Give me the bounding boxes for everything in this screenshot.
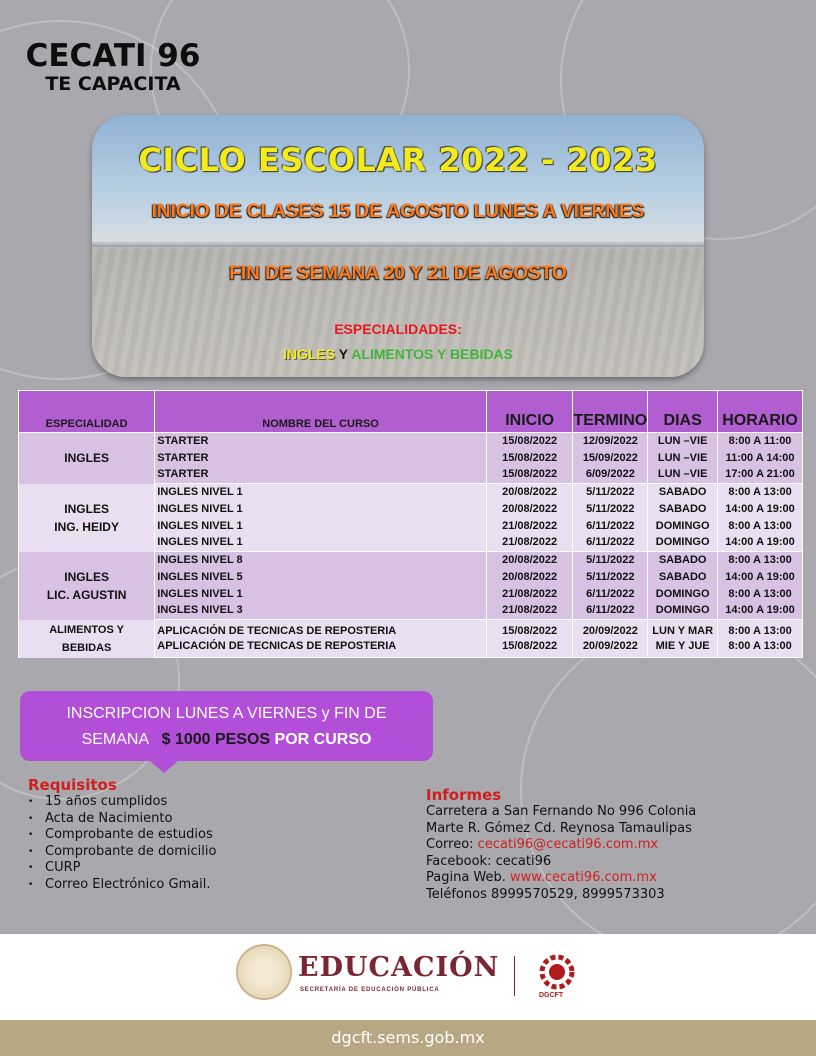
header-especialidad: ESPECIALIDAD bbox=[19, 391, 155, 433]
specialty-ingles: INGLES bbox=[282, 346, 336, 362]
inscription-line1: INSCRIPCION LUNES A VIERNES y FIN DE bbox=[66, 705, 387, 722]
inscription-callout bbox=[20, 691, 433, 761]
email-label: Correo: bbox=[426, 837, 478, 852]
cell-termino: 6/09/2022 bbox=[573, 467, 648, 484]
cell-dias: DOMINGO bbox=[648, 518, 718, 535]
cell-inicio: 20/08/2022 bbox=[486, 552, 573, 569]
header-horario: HORARIO bbox=[718, 391, 803, 433]
footer-url-bar bbox=[0, 1020, 816, 1056]
inscription-line2 bbox=[20, 727, 433, 753]
brand-tagline: TE CAPACITA bbox=[45, 73, 181, 95]
cell-curso: APLICACIÓN DE TECNICAS DE REPOSTERIA bbox=[155, 639, 487, 658]
cell-termino: 15/09/2022 bbox=[573, 450, 648, 467]
cell-inicio: 20/08/2022 bbox=[486, 501, 573, 518]
inscription-price-suffix: POR CURSO bbox=[274, 731, 372, 748]
cell-curso: STARTER bbox=[155, 433, 487, 450]
contact-section bbox=[426, 786, 696, 903]
cell-horario: 17:00 A 21:00 bbox=[718, 467, 803, 484]
list-item: • CURP bbox=[28, 860, 216, 877]
cell-dias: SABADO bbox=[648, 484, 718, 501]
hero-weekday-start: INICIO DE CLASES 15 DE AGOSTO LUNES A VIERNES bbox=[151, 201, 645, 222]
cell-horario: 14:00 A 19:00 bbox=[718, 535, 803, 552]
courses-table bbox=[18, 390, 803, 658]
cell-horario: 8:00 A 11:00 bbox=[718, 433, 803, 450]
hero-title: CICLO ESCOLAR 2022 - 2023 bbox=[138, 141, 658, 179]
cell-curso: INGLES NIVEL 1 bbox=[155, 535, 487, 552]
table-row bbox=[19, 484, 803, 501]
group-specialty bbox=[19, 620, 155, 658]
dgcft-gear-icon bbox=[534, 948, 580, 998]
list-item: • Acta de Nacimiento bbox=[28, 811, 216, 828]
cell-curso: INGLES NIVEL 1 bbox=[155, 586, 487, 603]
phones-line: Teléfonos 8999570529, 8999573303 bbox=[426, 886, 665, 902]
dgcft-label: DGCFT bbox=[539, 992, 564, 999]
sep-logo-text: EDUCACIÓN bbox=[298, 952, 500, 983]
cell-horario: 14:00 A 19:00 bbox=[718, 569, 803, 586]
cell-inicio: 15/08/2022 bbox=[486, 433, 573, 450]
cell-termino: 5/11/2022 bbox=[573, 552, 648, 569]
cell-curso: STARTER bbox=[155, 450, 487, 467]
cell-termino: 12/09/2022 bbox=[573, 433, 648, 450]
cell-termino: 20/09/2022 bbox=[573, 639, 648, 658]
callout-tail bbox=[150, 761, 178, 773]
requirements-list bbox=[28, 794, 216, 893]
group-specialty bbox=[19, 433, 155, 484]
cell-horario: 8:00 A 13:00 bbox=[718, 518, 803, 535]
table-row bbox=[19, 552, 803, 569]
cell-horario: 8:00 A 13:00 bbox=[718, 484, 803, 501]
cell-dias: LUN Y MAR bbox=[648, 620, 718, 639]
address-line-1: Carretera a San Fernando No 996 Colonia bbox=[426, 804, 697, 819]
header-termino: TERMINO bbox=[573, 391, 648, 433]
group-specialty bbox=[19, 484, 155, 552]
email-link[interactable]: cecati96@cecati96.com.mx bbox=[477, 837, 659, 852]
cell-inicio: 15/08/2022 bbox=[486, 620, 573, 639]
contact-title: Informes bbox=[426, 786, 502, 804]
cell-dias: MIE Y JUE bbox=[648, 639, 718, 658]
cell-dias: SABADO bbox=[648, 501, 718, 518]
cell-termino: 5/11/2022 bbox=[573, 484, 648, 501]
specialty-line: INGLES bbox=[64, 451, 109, 466]
specialty-alimentos: ALIMENTOS Y BEBIDAS bbox=[351, 346, 514, 362]
national-seal-icon bbox=[236, 944, 292, 1000]
cell-horario: 8:00 A 13:00 bbox=[718, 639, 803, 658]
cell-inicio: 20/08/2022 bbox=[486, 484, 573, 501]
brand-name: CECATI 96 bbox=[25, 38, 201, 74]
list-item: • Comprobante de estudios bbox=[28, 827, 216, 844]
cell-dias: LUN –VIE bbox=[648, 467, 718, 484]
specialty-line: ALIMENTOS Y bbox=[49, 623, 125, 636]
footer-url[interactable]: dgcft.sems.gob.mx bbox=[331, 1028, 485, 1047]
requirements-section bbox=[28, 776, 216, 893]
cell-inicio: 21/08/2022 bbox=[486, 603, 573, 620]
cell-curso: APLICACIÓN DE TECNICAS DE REPOSTERIA bbox=[155, 620, 487, 639]
cell-curso: STARTER bbox=[155, 467, 487, 484]
table-header-row bbox=[19, 391, 803, 433]
cell-horario: 14:00 A 19:00 bbox=[718, 603, 803, 620]
brand-block bbox=[8, 38, 218, 94]
web-label: Pagina Web. bbox=[426, 870, 511, 885]
cell-horario: 8:00 A 13:00 bbox=[718, 586, 803, 603]
cell-termino: 5/11/2022 bbox=[573, 501, 648, 518]
specialties-label: ESPECIALIDADES: bbox=[334, 321, 462, 337]
cell-curso: INGLES NIVEL 5 bbox=[155, 569, 487, 586]
specialty-teacher: LIC. AGUSTIN bbox=[46, 587, 127, 602]
cell-horario: 8:00 A 13:00 bbox=[718, 620, 803, 639]
email-line bbox=[426, 837, 696, 854]
cell-inicio: 15/08/2022 bbox=[486, 467, 573, 484]
header-inicio: INICIO bbox=[486, 391, 573, 433]
list-item: • Comprobante de domicilio bbox=[28, 844, 216, 861]
group-specialty bbox=[19, 552, 155, 620]
cell-dias: SABADO bbox=[648, 552, 718, 569]
requirements-title: Requisitos bbox=[28, 776, 117, 794]
table-row bbox=[19, 620, 803, 639]
cell-dias: DOMINGO bbox=[648, 603, 718, 620]
address-line-2: Marte R. Gómez Cd. Reynosa Tamaulipas bbox=[426, 820, 692, 836]
specialty-line: BEBIDAS bbox=[61, 641, 112, 654]
cell-termino: 6/11/2022 bbox=[573, 535, 648, 552]
cell-termino: 6/11/2022 bbox=[573, 518, 648, 535]
sep-logo-subtitle: SECRETARÍA DE EDUCACIÓN PÚBLICA bbox=[300, 987, 440, 993]
web-line bbox=[426, 870, 696, 887]
cell-inicio: 15/08/2022 bbox=[486, 639, 573, 658]
cell-curso: INGLES NIVEL 8 bbox=[155, 552, 487, 569]
cell-inicio: 21/08/2022 bbox=[486, 535, 573, 552]
specialties-list bbox=[92, 346, 704, 362]
sep-logo-group bbox=[236, 944, 596, 1004]
cell-dias: SABADO bbox=[648, 569, 718, 586]
cell-curso: INGLES NIVEL 1 bbox=[155, 484, 487, 501]
cell-termino: 6/11/2022 bbox=[573, 603, 648, 620]
list-item: • Correo Electrónico Gmail. bbox=[28, 877, 216, 894]
cell-termino: 6/11/2022 bbox=[573, 586, 648, 603]
cell-inicio: 21/08/2022 bbox=[486, 586, 573, 603]
inscription-price: $ 1000 PESOS bbox=[161, 731, 271, 748]
cell-curso: INGLES NIVEL 1 bbox=[155, 518, 487, 535]
cell-inicio: 20/08/2022 bbox=[486, 569, 573, 586]
specialty-joiner: Y bbox=[338, 346, 348, 362]
header-nombre: NOMBRE DEL CURSO bbox=[155, 391, 487, 433]
list-item: • 15 años cumplidos bbox=[28, 794, 216, 811]
logo-divider bbox=[514, 956, 515, 996]
cell-inicio: 21/08/2022 bbox=[486, 518, 573, 535]
hero-weekend-start: FIN DE SEMANA 20 Y 21 DE AGOSTO bbox=[229, 263, 567, 284]
specialty-teacher: ING. HEIDY bbox=[54, 519, 119, 534]
cell-dias: DOMINGO bbox=[648, 586, 718, 603]
cell-termino: 5/11/2022 bbox=[573, 569, 648, 586]
hero-banner bbox=[92, 115, 704, 377]
cell-inicio: 15/08/2022 bbox=[486, 450, 573, 467]
cell-dias: DOMINGO bbox=[648, 535, 718, 552]
cell-curso: INGLES NIVEL 1 bbox=[155, 501, 487, 518]
cell-horario: 14:00 A 19:00 bbox=[718, 501, 803, 518]
specialty-line: INGLES bbox=[64, 569, 109, 584]
table-row bbox=[19, 433, 803, 450]
cell-dias: LUN –VIE bbox=[648, 450, 718, 467]
cell-horario: 11:00 A 14:00 bbox=[718, 450, 803, 467]
cell-curso: INGLES NIVEL 3 bbox=[155, 603, 487, 620]
facebook-line: Facebook: cecati96 bbox=[426, 853, 552, 869]
cell-dias: LUN –VIE bbox=[648, 433, 718, 450]
cell-horario: 8:00 A 13:00 bbox=[718, 552, 803, 569]
specialty-line: INGLES bbox=[64, 501, 109, 516]
header-dias: DIAS bbox=[648, 391, 718, 433]
web-link[interactable]: www.cecati96.com.mx bbox=[510, 870, 657, 885]
cell-termino: 20/09/2022 bbox=[573, 620, 648, 639]
inscription-prefix: SEMANA bbox=[81, 731, 149, 748]
